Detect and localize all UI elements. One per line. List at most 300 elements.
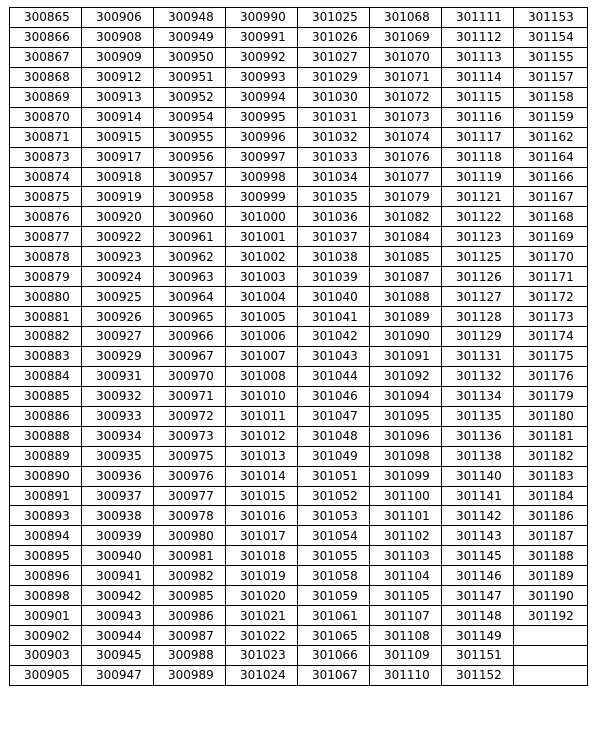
table-cell: 301109 — [370, 646, 442, 666]
table-cell: 301145 — [442, 546, 514, 566]
table-cell: 301091 — [370, 346, 442, 366]
table-cell: 300949 — [154, 27, 226, 47]
table-row — [10, 586, 588, 606]
table-cell: 300973 — [154, 426, 226, 446]
table-cell: 300876 — [10, 207, 82, 227]
table-cell: 301070 — [370, 47, 442, 67]
table-cell: 300958 — [154, 187, 226, 207]
table-cell: 300962 — [154, 247, 226, 267]
table-cell: 301125 — [442, 247, 514, 267]
table-cell: 301100 — [370, 486, 442, 506]
table-cell: 300933 — [82, 406, 154, 426]
table-cell: 300965 — [154, 307, 226, 327]
table-cell: 301166 — [514, 167, 588, 187]
table-cell: 300987 — [154, 626, 226, 646]
table-cell: 300966 — [154, 327, 226, 347]
table-cell: 301147 — [442, 586, 514, 606]
table-cell: 301169 — [514, 227, 588, 247]
table-row — [10, 147, 588, 167]
table-cell: 301113 — [442, 47, 514, 67]
table-cell: 300918 — [82, 167, 154, 187]
table-cell: 301098 — [370, 446, 442, 466]
table-cell: 301053 — [298, 506, 370, 526]
table-cell: 301084 — [370, 227, 442, 247]
table-cell: 300885 — [10, 386, 82, 406]
table-cell: 301036 — [298, 207, 370, 227]
table-cell: 301052 — [298, 486, 370, 506]
table-cell: 301182 — [514, 446, 588, 466]
table-cell: 300961 — [154, 227, 226, 247]
table-cell: 301105 — [370, 586, 442, 606]
table-cell: 300905 — [10, 665, 82, 685]
table-cell: 300919 — [82, 187, 154, 207]
table-cell: 301143 — [442, 526, 514, 546]
table-cell: 300893 — [10, 506, 82, 526]
table-cell: 301027 — [298, 47, 370, 67]
table-cell: 301017 — [226, 526, 298, 546]
table-cell: 301151 — [442, 646, 514, 666]
table-cell: 300891 — [10, 486, 82, 506]
table-cell: 301040 — [298, 287, 370, 307]
table-cell: 301112 — [442, 27, 514, 47]
table-cell: 301077 — [370, 167, 442, 187]
table-cell: 301167 — [514, 187, 588, 207]
table-cell: 301103 — [370, 546, 442, 566]
table-cell: 301042 — [298, 327, 370, 347]
table-cell: 301094 — [370, 386, 442, 406]
table-cell — [514, 626, 588, 646]
table-cell: 301059 — [298, 586, 370, 606]
table-cell: 301136 — [442, 426, 514, 446]
table-cell: 301054 — [298, 526, 370, 546]
table-cell: 301073 — [370, 107, 442, 127]
table-cell: 301019 — [226, 566, 298, 586]
table-cell: 301174 — [514, 327, 588, 347]
table-cell: 301148 — [442, 606, 514, 626]
table-cell: 300922 — [82, 227, 154, 247]
table-cell: 301181 — [514, 426, 588, 446]
table-cell: 300906 — [82, 8, 154, 28]
table-cell: 301118 — [442, 147, 514, 167]
table-cell — [514, 646, 588, 666]
table-cell: 300890 — [10, 466, 82, 486]
table-cell: 301071 — [370, 67, 442, 87]
table-cell: 301114 — [442, 67, 514, 87]
table-cell: 301011 — [226, 406, 298, 426]
table-cell: 300926 — [82, 307, 154, 327]
table-cell: 300888 — [10, 426, 82, 446]
table-cell: 301018 — [226, 546, 298, 566]
table-row — [10, 27, 588, 47]
table-cell: 300989 — [154, 665, 226, 685]
table-row — [10, 346, 588, 366]
table-row — [10, 307, 588, 327]
table-cell: 301154 — [514, 27, 588, 47]
table-row — [10, 207, 588, 227]
table-row — [10, 287, 588, 307]
table-cell: 300895 — [10, 546, 82, 566]
table-row — [10, 247, 588, 267]
table-cell: 301102 — [370, 526, 442, 546]
table-cell: 301172 — [514, 287, 588, 307]
table-cell: 300873 — [10, 147, 82, 167]
table-cell: 300920 — [82, 207, 154, 227]
table-cell: 300886 — [10, 406, 82, 426]
table-cell: 300990 — [226, 8, 298, 28]
table-cell: 300947 — [82, 665, 154, 685]
table-cell: 301005 — [226, 307, 298, 327]
table-cell: 301095 — [370, 406, 442, 426]
table-cell: 301066 — [298, 646, 370, 666]
table-cell: 301107 — [370, 606, 442, 626]
table-cell: 300889 — [10, 446, 82, 466]
table-cell: 301162 — [514, 127, 588, 147]
table-row — [10, 446, 588, 466]
table-cell: 300870 — [10, 107, 82, 127]
table-cell: 300902 — [10, 626, 82, 646]
number-table — [9, 7, 588, 686]
table-cell: 301180 — [514, 406, 588, 426]
table-cell: 301068 — [370, 8, 442, 28]
table-cell: 300944 — [82, 626, 154, 646]
table-cell: 300925 — [82, 287, 154, 307]
table-cell: 301110 — [370, 665, 442, 685]
table-cell: 301051 — [298, 466, 370, 486]
table-cell: 300995 — [226, 107, 298, 127]
table-cell: 300879 — [10, 267, 82, 287]
table-cell: 301179 — [514, 386, 588, 406]
table-row — [10, 267, 588, 287]
table-cell: 300977 — [154, 486, 226, 506]
table-cell: 300975 — [154, 446, 226, 466]
table-cell: 301065 — [298, 626, 370, 646]
table-cell: 301159 — [514, 107, 588, 127]
table-cell: 301001 — [226, 227, 298, 247]
table-row — [10, 386, 588, 406]
table-cell: 301175 — [514, 346, 588, 366]
table-cell: 301079 — [370, 187, 442, 207]
table-cell: 301186 — [514, 506, 588, 526]
table-cell: 301039 — [298, 267, 370, 287]
table-row — [10, 426, 588, 446]
table-cell: 300935 — [82, 446, 154, 466]
table-cell: 300980 — [154, 526, 226, 546]
table-cell: 301128 — [442, 307, 514, 327]
table-cell: 300878 — [10, 247, 82, 267]
table-cell — [514, 665, 588, 685]
table-row — [10, 87, 588, 107]
table-cell: 300927 — [82, 327, 154, 347]
table-cell: 301013 — [226, 446, 298, 466]
table-cell: 301123 — [442, 227, 514, 247]
table-cell: 301132 — [442, 366, 514, 386]
table-cell: 301029 — [298, 67, 370, 87]
table-cell: 301037 — [298, 227, 370, 247]
table-row — [10, 486, 588, 506]
table-cell: 300992 — [226, 47, 298, 67]
table-cell: 300948 — [154, 8, 226, 28]
table-cell: 301096 — [370, 426, 442, 446]
table-row — [10, 127, 588, 147]
table-cell: 300988 — [154, 646, 226, 666]
table-cell: 300865 — [10, 8, 82, 28]
table-cell: 301122 — [442, 207, 514, 227]
table-cell: 301043 — [298, 346, 370, 366]
table-cell: 300903 — [10, 646, 82, 666]
table-row — [10, 366, 588, 386]
table-cell: 300964 — [154, 287, 226, 307]
table-cell: 301082 — [370, 207, 442, 227]
table-cell: 300932 — [82, 386, 154, 406]
table-cell: 300957 — [154, 167, 226, 187]
table-cell: 301149 — [442, 626, 514, 646]
table-cell: 301087 — [370, 267, 442, 287]
table-cell: 301020 — [226, 586, 298, 606]
table-cell: 301047 — [298, 406, 370, 426]
table-cell: 301023 — [226, 646, 298, 666]
table-cell: 300994 — [226, 87, 298, 107]
table-cell: 301142 — [442, 506, 514, 526]
table-cell: 300938 — [82, 506, 154, 526]
table-cell: 301104 — [370, 566, 442, 586]
table-cell: 301176 — [514, 366, 588, 386]
table-cell: 301000 — [226, 207, 298, 227]
table-cell: 301044 — [298, 366, 370, 386]
table-cell: 301058 — [298, 566, 370, 586]
table-row — [10, 626, 588, 646]
table-cell: 301183 — [514, 466, 588, 486]
table-cell: 300963 — [154, 267, 226, 287]
table-cell: 301158 — [514, 87, 588, 107]
table-cell: 300880 — [10, 287, 82, 307]
table-cell: 301085 — [370, 247, 442, 267]
table-row — [10, 546, 588, 566]
table-cell: 301067 — [298, 665, 370, 685]
table-cell: 301111 — [442, 8, 514, 28]
table-cell: 301121 — [442, 187, 514, 207]
table-cell: 301141 — [442, 486, 514, 506]
table-cell: 300877 — [10, 227, 82, 247]
table-cell: 301022 — [226, 626, 298, 646]
table-cell: 300898 — [10, 586, 82, 606]
table-cell: 300997 — [226, 147, 298, 167]
table-cell: 301116 — [442, 107, 514, 127]
table-cell: 301026 — [298, 27, 370, 47]
table-cell: 300971 — [154, 386, 226, 406]
table-cell: 300991 — [226, 27, 298, 47]
table-cell: 301032 — [298, 127, 370, 147]
table-row — [10, 187, 588, 207]
table-cell: 301189 — [514, 566, 588, 586]
table-cell: 301173 — [514, 307, 588, 327]
table-cell: 301076 — [370, 147, 442, 167]
table-cell: 300866 — [10, 27, 82, 47]
table-cell: 301099 — [370, 466, 442, 486]
table-cell: 300955 — [154, 127, 226, 147]
table-cell: 300941 — [82, 566, 154, 586]
table-cell: 300871 — [10, 127, 82, 147]
table-cell: 300986 — [154, 606, 226, 626]
table-cell: 301016 — [226, 506, 298, 526]
table-cell: 301126 — [442, 267, 514, 287]
table-cell: 301127 — [442, 287, 514, 307]
table-cell: 300976 — [154, 466, 226, 486]
table-cell: 300931 — [82, 366, 154, 386]
table-cell: 300884 — [10, 366, 82, 386]
table-cell: 301049 — [298, 446, 370, 466]
table-row — [10, 8, 588, 28]
table-cell: 300875 — [10, 187, 82, 207]
table-cell: 300978 — [154, 506, 226, 526]
table-cell: 301010 — [226, 386, 298, 406]
table-cell: 301021 — [226, 606, 298, 626]
table-cell: 301025 — [298, 8, 370, 28]
table-cell: 301135 — [442, 406, 514, 426]
table-row — [10, 47, 588, 67]
table-cell: 300999 — [226, 187, 298, 207]
table-cell: 300908 — [82, 27, 154, 47]
table-cell: 301034 — [298, 167, 370, 187]
table-cell: 301134 — [442, 386, 514, 406]
table-cell: 301108 — [370, 626, 442, 646]
table-cell: 300972 — [154, 406, 226, 426]
table-cell: 300967 — [154, 346, 226, 366]
table-cell: 300929 — [82, 346, 154, 366]
table-cell: 300923 — [82, 247, 154, 267]
table-cell: 301033 — [298, 147, 370, 167]
table-row — [10, 606, 588, 626]
table-cell: 300956 — [154, 147, 226, 167]
table-cell: 300960 — [154, 207, 226, 227]
table-cell: 301048 — [298, 426, 370, 446]
table-cell: 300881 — [10, 307, 82, 327]
table-cell: 301003 — [226, 267, 298, 287]
table-cell: 300914 — [82, 107, 154, 127]
table-cell: 300915 — [82, 127, 154, 147]
table-cell: 301014 — [226, 466, 298, 486]
table-cell: 300993 — [226, 67, 298, 87]
table-cell: 301008 — [226, 366, 298, 386]
table-row — [10, 466, 588, 486]
table-row — [10, 526, 588, 546]
table-cell: 301119 — [442, 167, 514, 187]
table-cell: 300882 — [10, 327, 82, 347]
table-cell: 300939 — [82, 526, 154, 546]
table-cell: 300867 — [10, 47, 82, 67]
table-cell: 301138 — [442, 446, 514, 466]
table-cell: 301146 — [442, 566, 514, 586]
table-row — [10, 67, 588, 87]
table-cell: 301184 — [514, 486, 588, 506]
table-cell: 301115 — [442, 87, 514, 107]
table-cell: 301129 — [442, 327, 514, 347]
table-cell: 301171 — [514, 267, 588, 287]
table-row — [10, 107, 588, 127]
table-cell: 300950 — [154, 47, 226, 67]
table-cell: 301074 — [370, 127, 442, 147]
table-cell: 300901 — [10, 606, 82, 626]
table-cell: 301024 — [226, 665, 298, 685]
table-cell: 301046 — [298, 386, 370, 406]
table-cell: 300982 — [154, 566, 226, 586]
table-cell: 301140 — [442, 466, 514, 486]
table-cell: 300970 — [154, 366, 226, 386]
table-cell: 300913 — [82, 87, 154, 107]
table-cell: 300868 — [10, 67, 82, 87]
table-row — [10, 506, 588, 526]
table-cell: 301061 — [298, 606, 370, 626]
table-cell: 301088 — [370, 287, 442, 307]
table-cell: 301055 — [298, 546, 370, 566]
table-cell: 301090 — [370, 327, 442, 347]
table-cell: 301190 — [514, 586, 588, 606]
table-cell: 301155 — [514, 47, 588, 67]
table-cell: 301002 — [226, 247, 298, 267]
table-cell: 300985 — [154, 586, 226, 606]
table-cell: 301015 — [226, 486, 298, 506]
table-cell: 301006 — [226, 327, 298, 347]
table-row — [10, 665, 588, 685]
table-cell: 301164 — [514, 147, 588, 167]
table-cell: 301030 — [298, 87, 370, 107]
table-cell: 300996 — [226, 127, 298, 147]
table-cell: 301038 — [298, 247, 370, 267]
table-cell: 300917 — [82, 147, 154, 167]
table-cell: 300952 — [154, 87, 226, 107]
table-cell: 300937 — [82, 486, 154, 506]
table-row — [10, 227, 588, 247]
table-cell: 301012 — [226, 426, 298, 446]
table-row — [10, 646, 588, 666]
table-cell: 301041 — [298, 307, 370, 327]
table-cell: 300981 — [154, 546, 226, 566]
table-cell: 301188 — [514, 546, 588, 566]
table-cell: 301131 — [442, 346, 514, 366]
table-cell: 301153 — [514, 8, 588, 28]
table-cell: 300942 — [82, 586, 154, 606]
table-cell: 300936 — [82, 466, 154, 486]
table-cell: 300874 — [10, 167, 82, 187]
table-cell: 301152 — [442, 665, 514, 685]
table-cell: 300998 — [226, 167, 298, 187]
table-cell: 301157 — [514, 67, 588, 87]
table-cell: 301170 — [514, 247, 588, 267]
table-cell: 300909 — [82, 47, 154, 67]
table-cell: 300954 — [154, 107, 226, 127]
table-cell: 300912 — [82, 67, 154, 87]
table-cell: 300896 — [10, 566, 82, 586]
table-cell: 301117 — [442, 127, 514, 147]
table-row — [10, 566, 588, 586]
table-cell: 300869 — [10, 87, 82, 107]
table-cell: 301089 — [370, 307, 442, 327]
table-cell: 301168 — [514, 207, 588, 227]
table-cell: 300924 — [82, 267, 154, 287]
table-cell: 300934 — [82, 426, 154, 446]
table-row — [10, 406, 588, 426]
table-cell: 300943 — [82, 606, 154, 626]
table-cell: 301069 — [370, 27, 442, 47]
table-cell: 300951 — [154, 67, 226, 87]
table-cell: 301007 — [226, 346, 298, 366]
table-row — [10, 327, 588, 347]
table-cell: 301192 — [514, 606, 588, 626]
table-cell: 301092 — [370, 366, 442, 386]
table-row — [10, 167, 588, 187]
table-cell: 300894 — [10, 526, 82, 546]
table-cell: 301004 — [226, 287, 298, 307]
table-cell: 300883 — [10, 346, 82, 366]
